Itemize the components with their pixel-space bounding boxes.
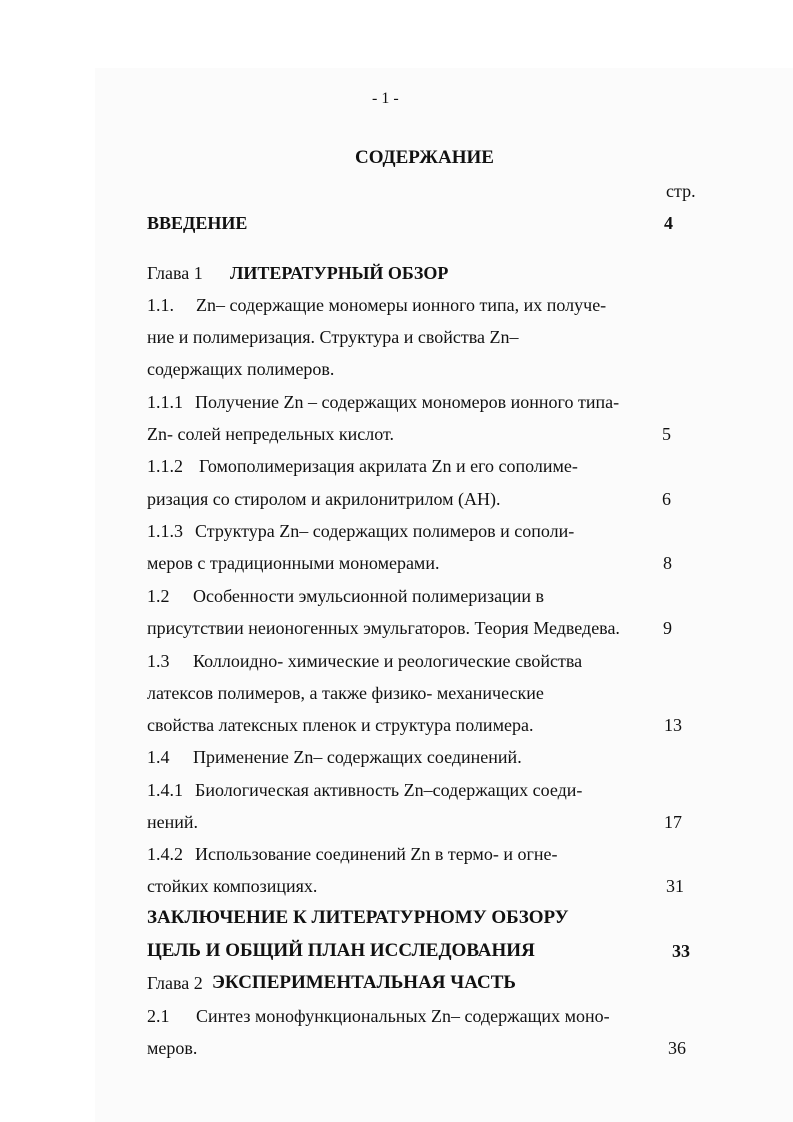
section-number: 1.1.3: [147, 521, 183, 541]
section-number: 1.4.1: [147, 780, 183, 800]
toc-line: ние и полимеризация. Структура и свойства Zn–: [147, 327, 519, 347]
toc-page: 33: [672, 941, 690, 961]
toc-line: нений.: [147, 812, 199, 832]
toc-line: Zn– содержащие мономеры ионного типа, их получе-: [196, 295, 607, 315]
toc-title: СОДЕРЖАНИЕ: [355, 147, 494, 168]
toc-page: 13: [664, 715, 682, 735]
toc-line: Коллоидно- химические и реологические свойства: [193, 651, 583, 671]
toc-line: меров с традиционными мономерами.: [147, 553, 440, 573]
toc-line: латексов полимеров, а также физико- механические: [147, 683, 544, 703]
toc-entry-conclusion: ЗАКЛЮЧЕНИЕ К ЛИТЕРАТУРНОМУ ОБЗОРУ: [147, 907, 569, 928]
page-number: - 1 -: [372, 90, 399, 107]
toc-line: ризация со стиролом и акрилонитрилом (АН).: [147, 489, 501, 509]
toc-page: 8: [663, 553, 672, 573]
chapter-title: ЭКСПЕРИМЕНТАЛЬНАЯ ЧАСТЬ: [212, 972, 516, 993]
toc-page: 5: [662, 424, 671, 444]
toc-page: 36: [668, 1038, 686, 1058]
chapter-prefix: Глава 2: [147, 973, 203, 993]
toc-page: 17: [664, 812, 682, 832]
toc-entry-goal: ЦЕЛЬ И ОБЩИЙ ПЛАН ИССЛЕДОВАНИЯ: [147, 940, 535, 961]
toc-page: 6: [662, 489, 671, 509]
toc-line: содержащих полимеров.: [147, 359, 335, 379]
section-number: 1.2: [147, 586, 170, 606]
toc-line: Биологическая активность Zn–содержащих соеди-: [195, 780, 583, 800]
toc-line: Использование соединений Zn в термо- и огне-: [195, 844, 558, 864]
toc-page: 4: [664, 213, 673, 233]
toc-line: Гомополимеризация акрилата Zn и его сополиме-: [199, 456, 578, 476]
toc-line: Структура Zn– содержащих полимеров и сополи-: [195, 521, 575, 541]
toc-entry-intro: ВВЕДЕНИЕ: [147, 213, 248, 233]
chapter-prefix: Глава 1: [147, 263, 203, 283]
toc-line: Особенности эмульсионной полимеризации в: [193, 586, 544, 606]
section-number: 1.4.2: [147, 844, 183, 864]
toc-page: 9: [663, 618, 672, 638]
toc-line: меров.: [147, 1038, 198, 1058]
section-number: 1.1.: [147, 295, 174, 315]
toc-line: Получение Zn – содержащих мономеров ионного типа-: [195, 392, 620, 412]
chapter-title: ЛИТЕРАТУРНЫЙ ОБЗОР: [230, 263, 449, 283]
toc-line: Zn- солей непредельных кислот.: [147, 424, 395, 444]
section-number: 1.3: [147, 651, 170, 671]
toc-line: стойких композициях.: [147, 876, 318, 896]
toc-line: присутствии неионогенных эмульгаторов. Теория Медведева.: [147, 618, 620, 638]
section-number: 1.4: [147, 747, 170, 767]
section-number: 1.1.2: [147, 456, 183, 476]
section-number: 2.1: [147, 1006, 170, 1026]
page-column-label: стр.: [666, 181, 696, 201]
toc-line: свойства латексных пленок и структура полимера.: [147, 715, 534, 735]
toc-page: 31: [666, 876, 684, 896]
toc-line: Применение Zn– содержащих соединений.: [193, 747, 522, 767]
section-number: 1.1.1: [147, 392, 183, 412]
toc-line: Синтез монофункциональных Zn– содержащих моно-: [196, 1006, 610, 1026]
